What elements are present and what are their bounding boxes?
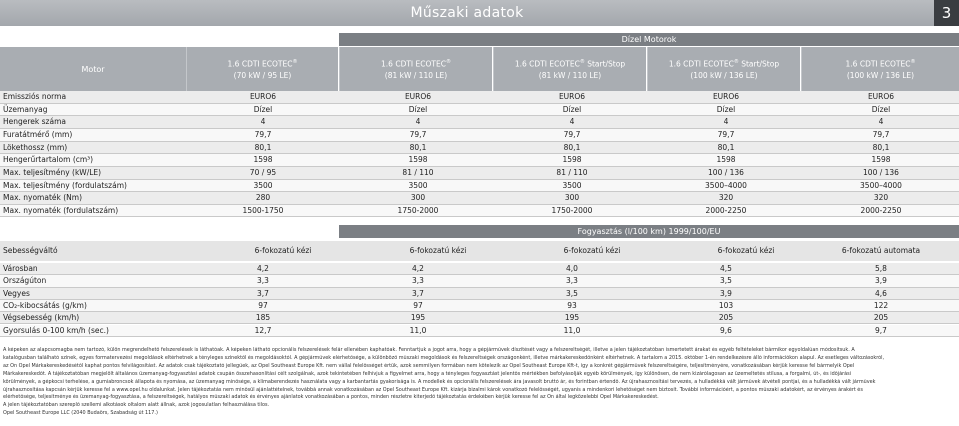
row-value: 4 (415, 117, 421, 127)
row-value: 3,5 (720, 276, 732, 286)
row-label: CO₂-kibocsátás (g/km) (3, 300, 87, 310)
row-value: 9,6 (720, 325, 732, 335)
engine-name (494, 57, 646, 70)
row-value: 103 (718, 300, 734, 310)
table-row (0, 142, 959, 155)
row-value: 3500–4000 (705, 180, 747, 190)
row-label: Hengerűrtartalom (cm³) (3, 155, 94, 165)
row-value: 3500 (253, 180, 273, 190)
row-value: EURO6 (558, 92, 586, 101)
row-value: 122 (873, 300, 889, 310)
row-value: 3500 (408, 180, 428, 190)
row-value: 4,6 (875, 288, 887, 298)
footnote-line: A jelen tájékoztatóban szereplő szellemi alkotások oltalom alatt állnak, azok jogosulatlan felhasználása tilos. (3, 402, 270, 409)
engine-model: 1.6 CDTI ECOTEC (845, 59, 911, 69)
row-label: Üzemanyag (3, 104, 48, 114)
row-value: 2000-2250 (705, 205, 747, 215)
row-value: 3,9 (875, 276, 887, 286)
row-value: 195 (410, 313, 426, 323)
row-value: 3,3 (412, 276, 424, 286)
engine-suffix: Start/Stop (584, 59, 626, 69)
engine-power: (81 kW / 110 LE) (384, 70, 448, 80)
engine-header (339, 47, 492, 91)
engine-header (493, 47, 646, 91)
engine-name (802, 57, 959, 70)
engine-power: (100 kW / 136 LE) (690, 70, 758, 80)
row-value: 195 (564, 313, 580, 323)
row-value: 97 (413, 300, 423, 310)
row-value: 1598 (562, 155, 582, 165)
row-value: 4 (723, 117, 729, 127)
row-value: 3,3 (566, 276, 578, 286)
row-label: Lökethossz (mm) (3, 142, 68, 152)
row-value: 80,1 (409, 142, 427, 152)
registered-mark: ® (733, 59, 739, 66)
row-value: Dízel (408, 104, 428, 114)
row-value: 3,7 (257, 288, 269, 298)
row-label: Hengerek száma (3, 117, 66, 127)
row-value: 3,3 (257, 276, 269, 286)
row-value: 3,5 (566, 288, 578, 298)
row-value: 320 (873, 193, 889, 203)
footnote-line: Márkakereskedőt. A tájékoztatóban megjelölt általános üzemanyag-fogyasztási adatok csupán összehasonlítási célt szolgálnak, azok tekintetében felhívjuk a figyelmet arra, hogy a tényleges fogyasztást jelentős mértékben befolyásolják egyéb körülmények, így különösen, de nem kizárólagosan az üzemeltetés stílusa, a forgalmi, út-, és időjárási (3, 370, 852, 377)
row-value: 11,0 (409, 325, 427, 335)
engine-name (340, 57, 492, 70)
row-value: EURO6 (249, 92, 277, 101)
gearbox-value: 6-fokozatú kézi (563, 246, 621, 255)
row-label: Emissziós norma (3, 92, 67, 101)
engine-suffix: Start/Stop (738, 59, 780, 69)
footnote-line: Opel Southeast Europe LLC (2040 Budaörs, Szabadság út 117.) (3, 410, 158, 417)
row-value: 80,1 (563, 142, 581, 152)
row-value: Dízel (716, 104, 736, 114)
engine-model: 1.6 CDTI ECOTEC (227, 59, 293, 69)
table-row (0, 180, 959, 193)
row-label: Vegyes (3, 288, 30, 298)
row-value: 4,2 (412, 264, 424, 273)
engine-power: (100 kW / 136 LE) (846, 70, 915, 80)
gearbox-value: 6-fokozatú kézi (717, 246, 775, 255)
row-value: 1598 (253, 155, 273, 165)
top-bar (0, 0, 959, 26)
footnote-line: az Ön Opel Márkakereskedésétől kaphat pontos felvilágosítást. Az adatok csak tájékoztató jellegűek, az Opel Southeast Europe Kft. nem vállal felelősséget értük, azok semmilyen formában nem kötelezik az Opel Southeast Europe Kft-t, így a konkrét gépjárművek felszereltségére, teljesítményére, vonatkozásában kérjük keresse fel bármelyik Opel (3, 362, 855, 369)
engine-model: 1.6 CDTI ECOTEC (514, 59, 580, 69)
table-row (0, 116, 959, 129)
engine-model: 1.6 CDTI ECOTEC (381, 59, 446, 69)
row-value: 5,8 (875, 264, 887, 273)
row-value: 79,7 (409, 129, 427, 139)
row-label: Országúton (3, 276, 47, 286)
row-label: Max. nyomaték (fordulatszám) (3, 205, 119, 215)
row-value: 2000-2250 (860, 205, 902, 215)
row-value: 3500–4000 (860, 180, 902, 190)
row-label: Végsebesség (km/h) (3, 313, 80, 323)
row-value: 4 (878, 117, 884, 127)
row-label: Gyorsulás 0-100 km/h (sec.) (3, 325, 109, 335)
row-label: Furatátmérő (mm) (3, 129, 73, 139)
row-value: 3,9 (720, 288, 732, 298)
row-label: Max. nyomaték (Nm) (3, 193, 83, 203)
table-row (0, 312, 959, 324)
engine-header (647, 47, 800, 91)
row-label: Max. teljesítmény (kW/LE) (3, 167, 102, 177)
row-value: 79,7 (563, 129, 581, 139)
table-row (0, 104, 959, 117)
footnote-line: katalógusban található színek, egyes formatervezési megoldások eltérhetnek a tényleges színektől és megoldásoktól. A gépjárművek elérhetősége, a különböző műszaki megoldások és felszereltségek országonként, illetve márkakereskedőnként eltérhetnek. A tartalom a 2015. október 1-én rendelkezésre álló információkon alapul. Az esetleges változásokról, (3, 354, 885, 361)
row-value: 205 (873, 313, 889, 323)
page-number: 3 (934, 0, 959, 26)
row-value: 300 (410, 193, 426, 203)
gearbox-value: 6-fokozatú automata (841, 246, 921, 255)
motor-label: Motor (81, 64, 105, 74)
row-value: 4 (569, 117, 575, 127)
footnote-line: körülmények, a gépkocsi terhelése, a gumiabroncsok állapota és nyomása, az üzemanyag minősége, a klímaberendezés használata vagy a karbantartás gyakorisága is. A modellek és opcionális felszerelések ára javasolt bruttó ár, és forintban értendő. Az újrahasznosítási tervezés, a hulladékká vált járművek átvételi pontjai, és a hulladékká vált járművek (3, 378, 876, 385)
row-value: 4,0 (566, 264, 578, 273)
row-value: 3500 (562, 180, 582, 190)
page-title: Műszaki adatok (410, 5, 524, 21)
table-row (0, 129, 959, 142)
row-value: 81 / 110 (402, 167, 434, 177)
row-value: 3,7 (412, 288, 424, 298)
row-value: 79,7 (254, 129, 272, 139)
row-value: 1750-2000 (551, 205, 593, 215)
row-value: 11,0 (563, 325, 581, 335)
row-value: 1598 (871, 155, 891, 165)
footnote-line: újrahasznosítása kapcsán kérjük keresse fel a www.opel.hu oldalunkat. Jelen tájékoztatás nem minősül ajánlattételnek, továbbá annak vonatkozásában az Opel Southeast Europe Kft. kizárja bizalmi károk vonatkozó felelősségét, ugyanis a mindenkori lehetőséget nem biztosít. További információért, a pontos műszaki adatokért, az érvényes árakért és (3, 386, 863, 393)
row-value: 300 (564, 193, 580, 203)
row-value: 79,7 (872, 129, 890, 139)
table-row (0, 167, 959, 180)
table-row (0, 192, 959, 205)
row-value: 320 (718, 193, 734, 203)
engine-power: (70 kW / 95 LE) (233, 70, 292, 80)
row-value: Dízel (562, 104, 582, 114)
table-row (0, 91, 959, 104)
row-value: 185 (255, 313, 271, 323)
table-row (0, 300, 959, 312)
row-value: 80,1 (717, 142, 735, 152)
engine-header (186, 47, 338, 91)
table-row (0, 275, 959, 287)
row-value: 97 (258, 300, 268, 310)
row-value: 1598 (716, 155, 736, 165)
row-value: 70 / 95 (249, 167, 277, 177)
engine-header (801, 47, 959, 91)
table-row (0, 154, 959, 167)
row-value: Dízel (871, 104, 891, 114)
row-value: 100 / 136 (708, 167, 744, 177)
gearbox-row (0, 241, 959, 261)
row-value: 1500-1750 (242, 205, 284, 215)
engine-power: (81 kW / 110 LE) (538, 70, 602, 80)
row-value: 4,5 (720, 264, 732, 273)
row-value: 9,7 (875, 325, 887, 335)
registered-mark: ® (910, 59, 916, 66)
row-value: EURO6 (712, 92, 740, 101)
row-value: 12,7 (254, 325, 272, 335)
table-row (0, 205, 959, 218)
table-row (0, 288, 959, 300)
registered-mark: ® (292, 59, 298, 66)
registered-mark: ® (579, 59, 585, 66)
row-value: 80,1 (254, 142, 272, 152)
row-value: 93 (567, 300, 577, 310)
gearbox-value: 6-fokozatú kézi (409, 246, 467, 255)
row-value: 81 / 110 (556, 167, 588, 177)
table-row (0, 263, 959, 275)
consumption-section-title: Fogyasztás (l/100 km) 1999/100/EU (339, 225, 959, 238)
footnotes (3, 347, 955, 418)
diesel-section-title: Dízel Motorok (339, 33, 959, 46)
row-label: Városban (3, 264, 38, 273)
row-value: 205 (718, 313, 734, 323)
row-value: 79,7 (717, 129, 735, 139)
row-value: 280 (255, 193, 271, 203)
footnote-line: A képeken az alapcsomagba nem tartozó, külön megrendelhető felszerelések is láthatóak. A képeken látható opcionális felszerelések felár ellenében kaphatóak. Fenntartjuk a jogot arra, hogy a gépjárművek díszítését vagy a felszereltségét, illetve a jelen tájékoztatóban ismertetett árakat és egyéb feltételeket bármikor egyoldalúan módosítsuk. A (3, 347, 855, 353)
row-label: Max. teljesítmény (fordulatszám) (3, 180, 127, 190)
gearbox-label: Sebességváltó (3, 246, 58, 255)
engine-name (187, 57, 338, 70)
row-value: 80,1 (872, 142, 890, 152)
registered-mark: ® (445, 59, 451, 66)
row-value: 1598 (408, 155, 428, 165)
row-value: Dízel (253, 104, 273, 114)
row-value: EURO6 (404, 92, 432, 101)
row-value: 4,2 (257, 264, 269, 273)
engine-model: 1.6 CDTI ECOTEC (668, 59, 734, 69)
table-row (0, 325, 959, 337)
row-value: 4 (260, 117, 266, 127)
engine-name (648, 57, 800, 70)
row-value: 100 / 136 (863, 167, 899, 177)
gearbox-value: 6-fokozatú kézi (254, 246, 312, 255)
motor-header (0, 47, 186, 91)
row-value: 1750-2000 (397, 205, 439, 215)
footnote-line: elérhetősége, teljesítménye és üzemanyag-fogyasztása, a felszereltségek, hatályos műszaki adatok és érvényes ajánlatok vonatkozásában a pontos, minden részletre kiterjedő tájékoztatás érdekében kérjük keresse fel az Ön által legközelebbi Opel Márkakereskedést. (3, 394, 659, 401)
row-value: EURO6 (867, 92, 895, 101)
